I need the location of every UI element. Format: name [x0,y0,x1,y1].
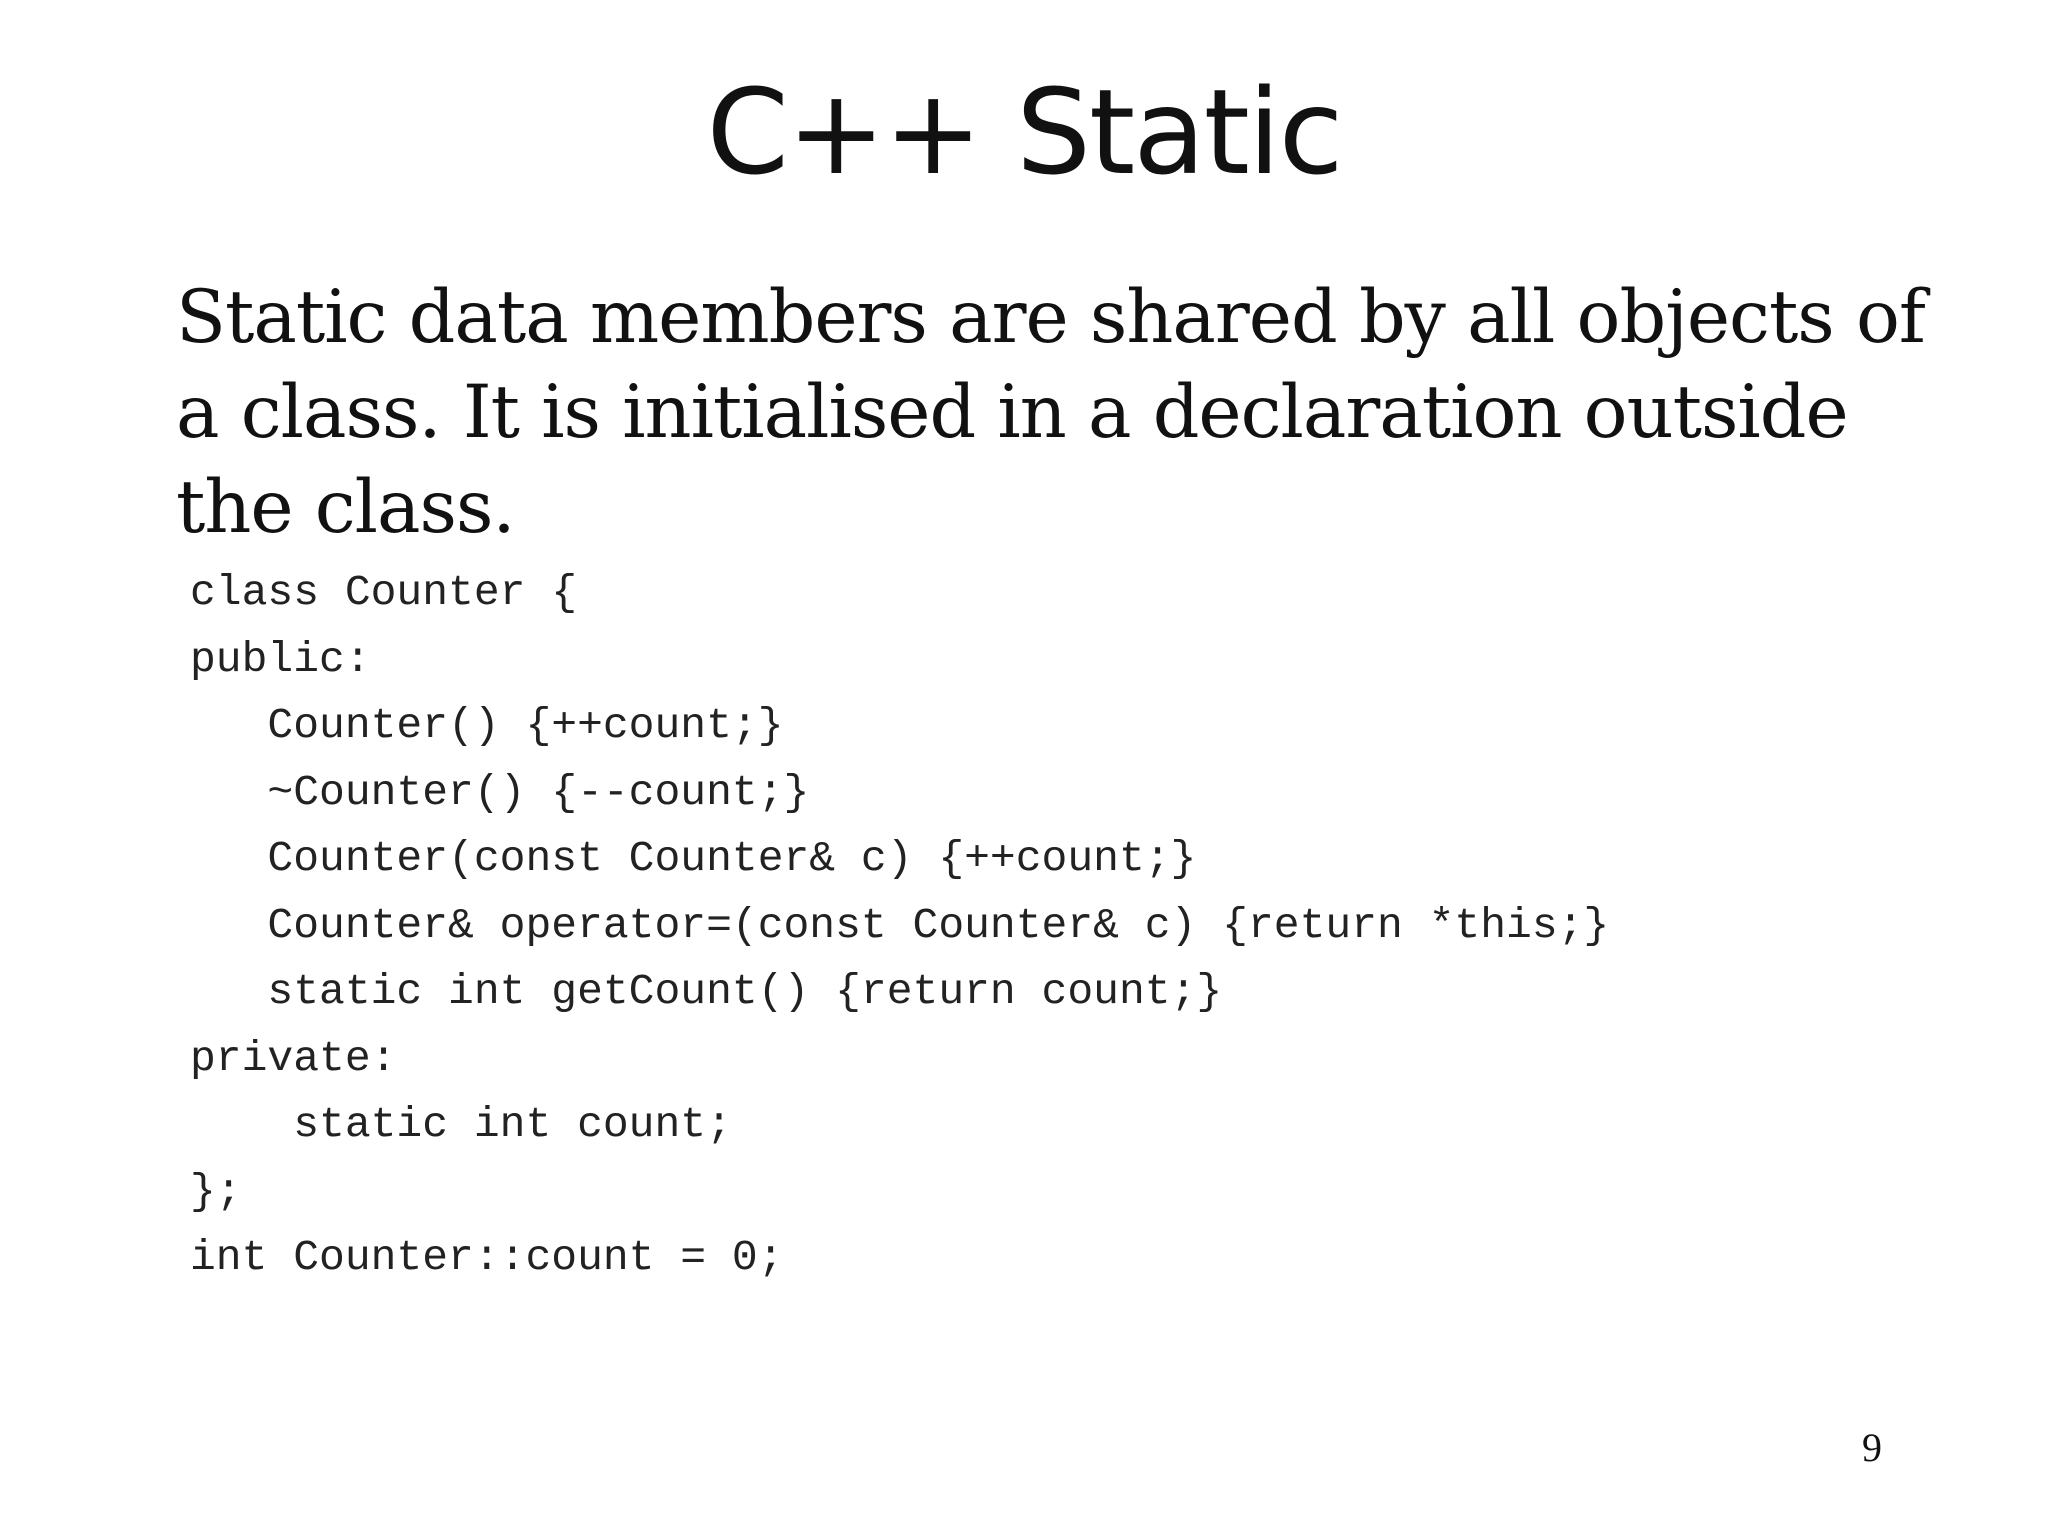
code-line: }; [190,1166,242,1216]
code-line: class Counter { [190,568,578,617]
slide-title: C++ Static [706,63,1342,201]
code-line: ~Counter() {--count;} [190,767,810,817]
code-line: Counter& operator=(const Counter& c) {return *this;} [190,900,1610,950]
page-number: 9 [1862,1425,1882,1470]
code-line: Counter() {++count;} [190,701,784,750]
slide-body-text: Static data members are shared by all objects of a class. It is initialised in a declaration outside the class. [176,275,1925,550]
code-block [190,560,1890,1292]
code-line: int Counter::count = 0; [190,1233,784,1282]
code-line: public: [190,634,371,684]
code-line: static int getCount() {return count;} [190,967,1223,1016]
code-line: Counter(const Counter& c) {++count;} [190,834,1197,883]
code-line: private: [190,1033,397,1083]
code-line: static int count; [190,1100,732,1149]
